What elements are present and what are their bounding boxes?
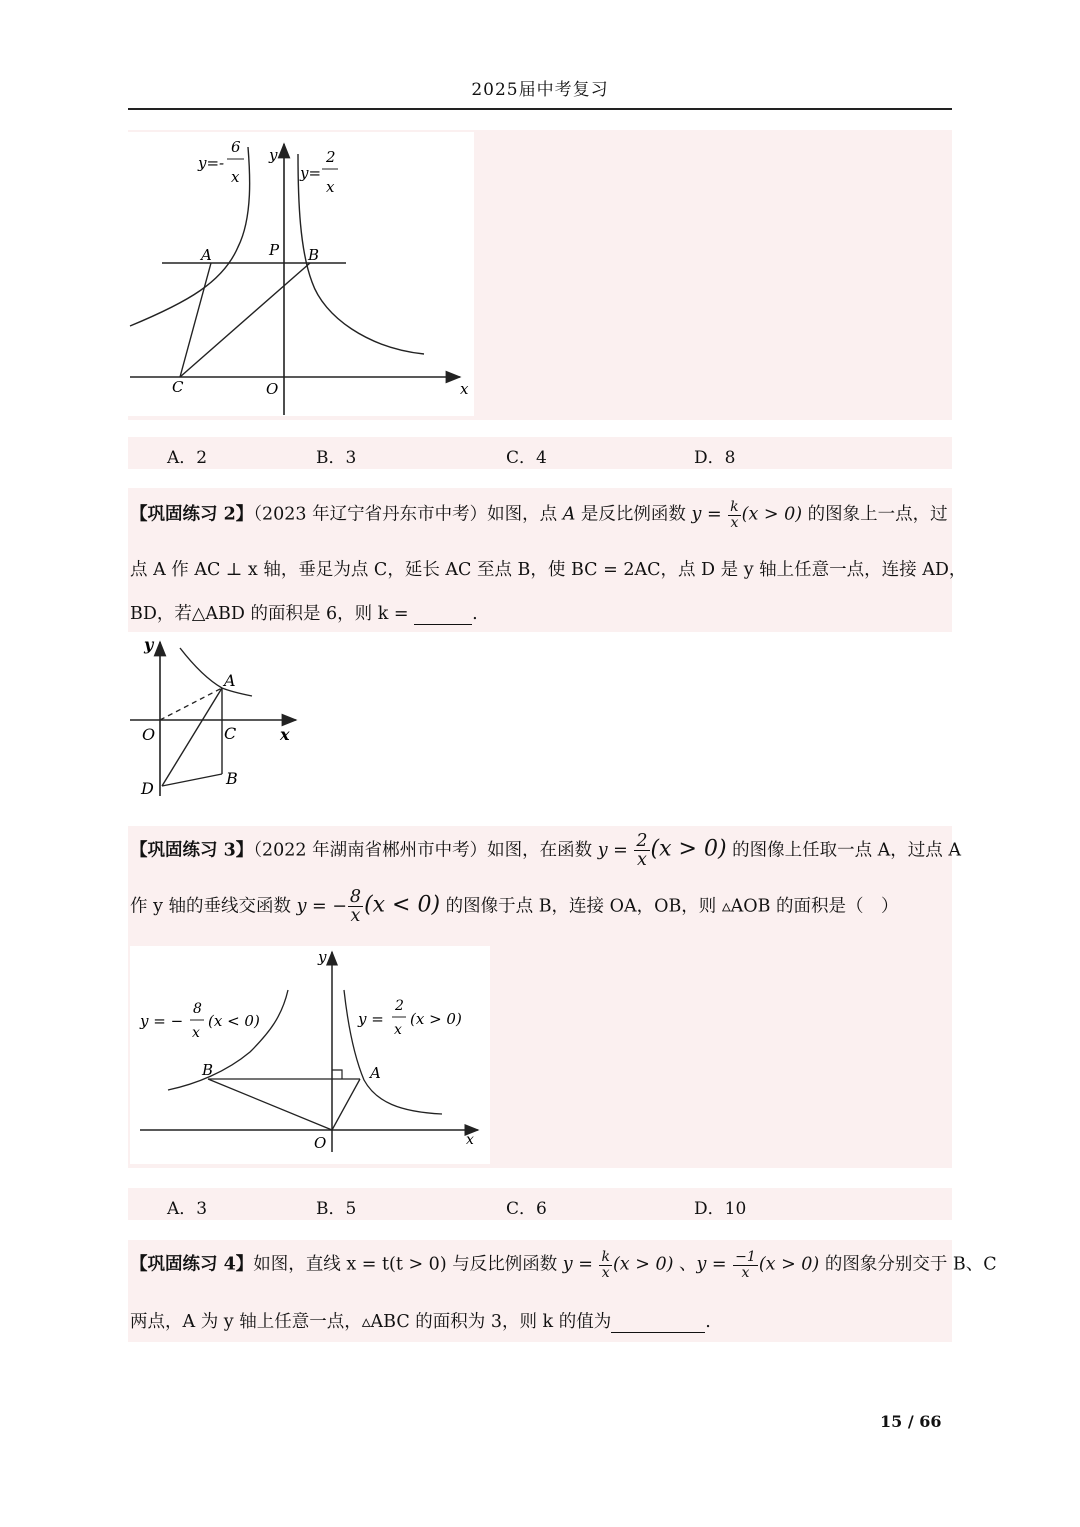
q3-options [128,1190,952,1220]
label-O: O [142,725,156,744]
label-axis-y: y [318,948,327,966]
p2-tag: 【巩固练习 2】 [130,504,254,525]
eq-left-y: y=- [198,154,225,172]
figure-1-svg [128,132,474,416]
segment-AO [332,1079,360,1130]
q3-option-a[interactable]: A．3 [167,1199,208,1219]
p3-line-1 [130,831,961,871]
p4-l2-a: 两点，A 为 y 轴上任意一点，▵ABC 的面积为 3，则 k 的值为 [130,1312,612,1332]
label-axis-y: y [144,636,154,654]
eq-right-a: y = [358,1010,384,1028]
eq-left-den: x [231,168,240,186]
eq-left-num: 6 [231,138,241,156]
p3-frac1-den: x [637,850,647,871]
label-A: A [224,671,236,690]
p4-l1-sep: 、 [673,1254,697,1275]
p4-tag: 【巩固练习 4】 [130,1254,254,1275]
p3-frac2-num: 8 [349,887,362,907]
p3-l2-y: y = − [296,896,347,917]
p3-tag: 【巩固练习 3】 [130,840,254,861]
label-O: O [314,1134,327,1152]
label-A: A [370,1064,381,1082]
eq-left-a: y = − [140,1012,184,1030]
figure-2 [128,636,298,802]
p2-l1-a: （2023 年辽宁省丹东市中考）如图，点 [253,504,563,525]
label-axis-x: x [280,725,290,744]
p4-l1-cond1: (x > 0) [612,1254,674,1275]
p3-fraction-2-over-x [634,832,649,870]
p4-frac2-num: −1 [735,1249,756,1265]
label-D: D [141,779,154,798]
segment-CA [180,263,211,377]
p3-frac2-den: x [350,906,361,927]
p4-line-2 [130,1308,956,1333]
label-A: A [201,246,212,264]
eq-right-den: x [326,178,335,196]
p4-l1-cond2: (x > 0) [758,1254,820,1275]
p4-line-1 [130,1249,997,1281]
label-B: B [308,246,320,264]
eq-right-num: 2 [326,148,336,166]
figure-3 [130,946,490,1164]
q3-option-d[interactable]: D．10 [694,1199,747,1219]
label-P: P [269,241,280,259]
p3-l2-b: 的图像于点 B，连接 OA，OB，则 ▵AOB 的面积是（ ） [440,896,899,917]
p3-l1-cond: (x > 0) [650,836,727,862]
eq-right-den: x [394,1022,402,1038]
segment-BO [208,1079,332,1130]
p2-l1-c: 是反比例函数 [575,504,692,525]
label-B: B [226,769,238,788]
p2-line-1 [130,500,956,530]
p2-answer-blank[interactable] [414,604,472,625]
eq-right-num: 2 [395,998,404,1014]
p2-l1-d: y [691,504,702,525]
segment-CB [180,263,310,377]
label-B: B [202,1061,214,1079]
p3-fraction-8-over-x [348,888,363,926]
q3-option-c[interactable]: C．6 [506,1199,547,1219]
header-title: 2025届中考复习 [471,80,609,100]
eq-left-cond: (x < 0) [208,1012,260,1030]
figure-3-svg [130,946,490,1164]
segment-DB [162,774,222,786]
right-angle-mark [332,1070,342,1079]
p2-l1-b: A [562,504,576,525]
eq-left-den: x [192,1025,200,1041]
p4-l1-y1: y = [562,1254,599,1275]
p4-l1-a: 如图，直线 x = t(t > 0) 与反比例函数 [253,1254,563,1275]
p2-line-2: 点 A 作 AC ⊥ x 轴，垂足为点 C，延长 AC 至点 B，使 BC = 2AC，点 D 是 y 轴上任意一点，连接 AD， [130,560,967,580]
q1-option-c[interactable]: C．4 [506,448,547,468]
p4-l1-b: 的图象分别交于 B、C [819,1254,997,1275]
p4-answer-blank[interactable] [611,1312,705,1333]
label-axis-x: x [460,380,469,398]
p2-frac-den: x [730,514,739,531]
p2-fraction-k-over-x [728,500,740,530]
p2-frac-num: k [730,499,739,515]
p4-l2-end: . [705,1312,711,1332]
p2-l3-a: BD，若△ABD 的面积是 6，则 k = [130,604,415,624]
p3-line-2 [130,888,956,926]
label-C: C [224,724,237,743]
p4-frac2-den: x [741,1264,750,1281]
page-header [128,72,952,110]
label-O: O [266,380,279,398]
p4-frac1-num: k [601,1249,610,1265]
segment-AD [162,688,222,786]
page-number: 15 / 66 [880,1412,942,1431]
label-C: C [172,378,184,396]
p3-l1-y: y = [597,840,634,861]
p3-l1-a: （2022 年湖南省郴州市中考）如图，在函数 [253,840,598,861]
figure-2-svg [128,636,298,802]
p3-l1-b: 的图像上任取一点 A，过点 A [726,840,961,861]
p4-fraction-k-over-x [599,1250,611,1280]
eq-left-num: 8 [193,1001,202,1017]
q1-option-a[interactable]: A．2 [167,448,208,468]
q1-option-b[interactable]: B．3 [316,448,357,468]
p2-l1-eq: = [701,504,728,525]
p3-l2-cond: (x < 0) [364,892,441,918]
figure-1 [128,132,474,416]
q3-option-b[interactable]: B．5 [316,1199,357,1219]
p2-l3-end: . [472,604,478,624]
eq-right-cond: (x > 0) [410,1010,462,1028]
p3-frac1-num: 2 [636,831,648,851]
p3-l2-a: 作 y 轴的垂线交函数 [130,896,297,917]
p2-l1-cond: (x > 0) [741,504,803,525]
label-axis-y: y [269,146,278,164]
p2-l1-e: 的图象上一点，过 [802,504,948,525]
curve-y-neg8-over-x [168,990,288,1090]
p2-line-3 [130,600,956,625]
p4-frac1-den: x [601,1264,610,1281]
p4-l1-y2: y = [696,1254,733,1275]
curve-y-2-over-x [344,990,442,1114]
curve-y-k-over-x [180,648,252,696]
q1-option-d[interactable]: D．8 [694,448,736,468]
q1-options [128,439,952,469]
p4-fraction-neg1-over-x [733,1250,758,1280]
label-axis-x: x [466,1132,474,1148]
eq-right-y: y= [300,164,322,182]
